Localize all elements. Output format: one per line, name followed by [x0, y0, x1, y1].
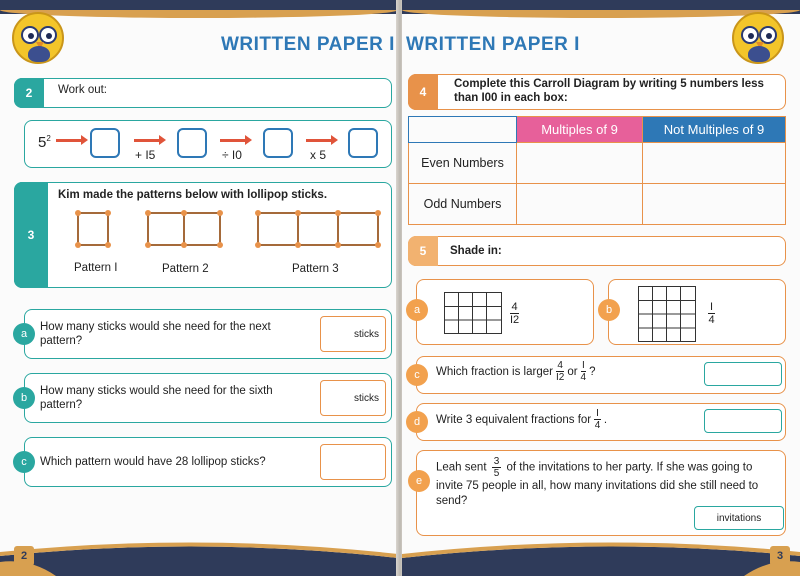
pattern-label: Pattern 2 [162, 263, 209, 275]
question-3a-text: How many sticks would she need for the next pattern? [40, 321, 271, 347]
question-4-number: 4 [408, 74, 438, 110]
carroll-cell-even-multiples[interactable] [517, 143, 643, 184]
question-2-number: 2 [14, 78, 44, 108]
grid-4x4[interactable] [638, 286, 696, 342]
fraction-5a: 4 I2 [510, 301, 520, 326]
right-page [402, 0, 800, 576]
question-5a-box [416, 279, 594, 345]
chain-answer-box-4[interactable] [348, 128, 378, 158]
question-5c-answer[interactable] [704, 362, 782, 386]
question-3b-answer[interactable]: sticks [320, 380, 386, 416]
question-3b-text: How many sticks would she need for the sixth pattern? [40, 385, 273, 411]
chain-arrow [134, 139, 160, 142]
owl-mascot-icon [732, 12, 784, 64]
question-3-prompt: Kim made the patterns below with lollipop sticks. [58, 189, 328, 201]
chain-answer-box-2[interactable] [177, 128, 207, 158]
chain-answer-box-1[interactable] [90, 128, 120, 158]
part-d-marker: d [406, 411, 428, 433]
part-a-marker: a [406, 299, 428, 321]
chain-op-1: + I5 [135, 148, 156, 162]
question-3-number: 3 [14, 182, 48, 288]
page-number: 3 [770, 546, 790, 566]
question-4-prompt: Complete this Carroll Diagram by writing 5 numbers less than I00 in each box: [454, 78, 764, 104]
part-b-marker: b [598, 299, 620, 321]
question-5e-text: Leah sent $\frac{3}{5}$ of the invitations to her party. If she was going to invite 75 people in all, how many invitations did she still need to send? [436, 456, 759, 507]
chain-op-2: ÷ I0 [222, 148, 242, 162]
carroll-col-header-not-multiples: Not Multiples of 9 [643, 117, 786, 143]
part-a-marker: a [13, 323, 35, 345]
carroll-diagram [408, 116, 786, 225]
carroll-cell-even-not-multiples[interactable] [643, 143, 786, 184]
chain-arrow [56, 139, 82, 142]
question-5-prompt: Shade in: [450, 245, 502, 257]
question-5c-text: Which fraction is larger 4 I2 or I 4 ? [436, 360, 596, 383]
carroll-corner [409, 117, 517, 143]
fraction-5b: I 4 [708, 301, 715, 326]
question-3c-answer[interactable] [320, 444, 386, 480]
bottom-band [0, 528, 398, 576]
question-5b-box [608, 279, 786, 345]
question-5d-text: Write 3 equivalent fractions for I 4 . [436, 408, 608, 431]
question-5-number: 5 [408, 236, 438, 266]
carroll-col-header-multiples: Multiples of 9 [517, 117, 643, 143]
owl-mascot-icon [12, 12, 64, 64]
chain-op-3: x 5 [310, 148, 327, 162]
pattern-label: Pattern 3 [292, 263, 339, 275]
question-3a-answer[interactable]: sticks [320, 316, 386, 352]
chain-arrow [306, 139, 332, 142]
question-3c-text: Which pattern would have 28 lollipop sticks? [40, 456, 266, 468]
chain-start: $5^2$ [38, 134, 51, 151]
left-page [0, 0, 398, 576]
part-c-marker: c [406, 364, 428, 386]
bottom-band [402, 528, 800, 576]
grid-3x4[interactable] [444, 292, 502, 334]
page-number: 2 [14, 546, 34, 566]
part-e-marker: e [408, 470, 430, 492]
pattern-label: Pattern I [74, 262, 118, 274]
page-title: WRITTEN PAPER I [406, 34, 580, 55]
chain-answer-box-3[interactable] [263, 128, 293, 158]
page-title: WRITTEN PAPER I [221, 34, 395, 55]
part-c-marker: c [13, 451, 35, 473]
carroll-row-header-odd: Odd Numbers [409, 184, 517, 225]
carroll-row-header-even: Even Numbers [409, 143, 517, 184]
question-2-prompt: Work out: [58, 84, 107, 96]
carroll-cell-odd-not-multiples[interactable] [643, 184, 786, 225]
question-5e-answer[interactable]: invitations [694, 506, 784, 530]
chain-arrow [220, 139, 246, 142]
question-5d-answer[interactable] [704, 409, 782, 433]
lollipop-patterns [60, 205, 390, 255]
carroll-cell-odd-multiples[interactable] [517, 184, 643, 225]
part-b-marker: b [13, 387, 35, 409]
